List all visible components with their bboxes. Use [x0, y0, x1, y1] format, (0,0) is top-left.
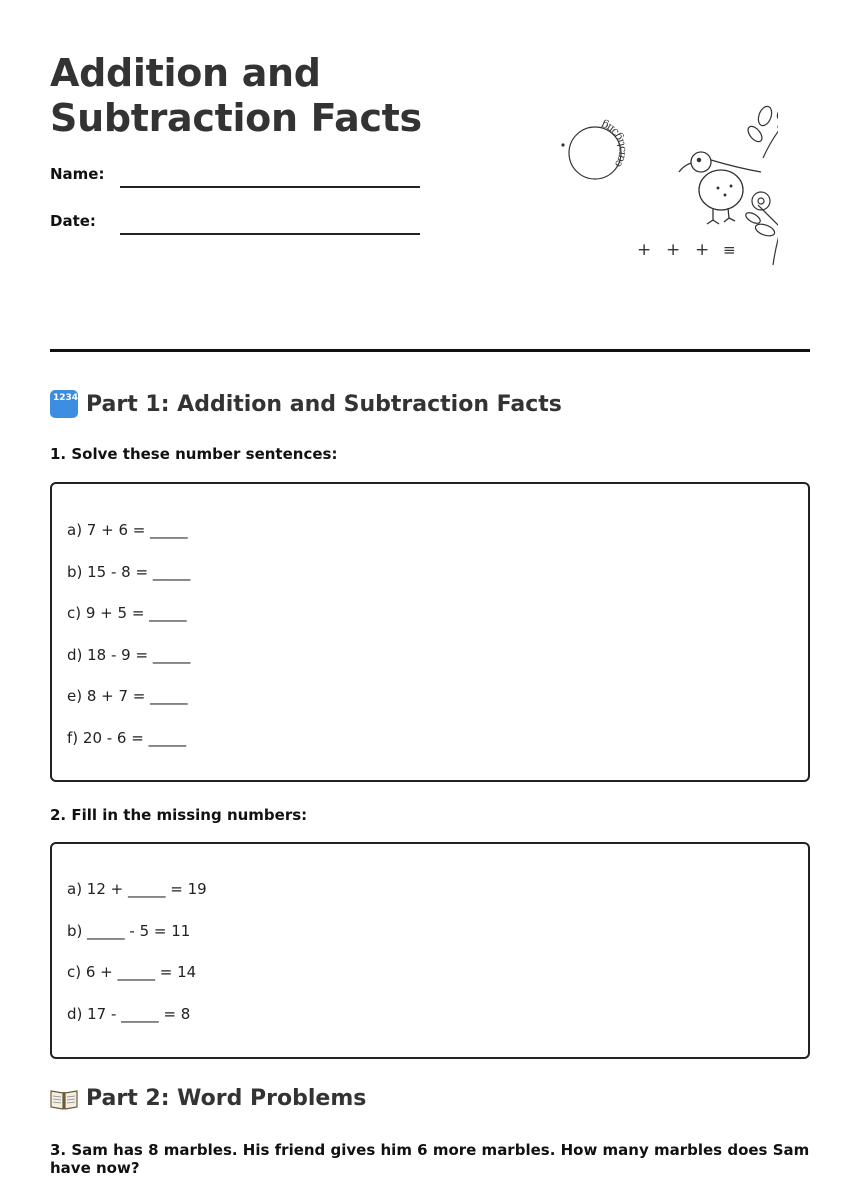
- header-divider: [50, 349, 810, 352]
- worksheet-title: [50, 51, 422, 141]
- question-2-box: [50, 842, 810, 1059]
- list-item[interactable]: c) 6 + _____ = 14: [67, 963, 197, 981]
- question-1-prompt: 1. Solve these number sentences:: [50, 445, 338, 463]
- name-label: Name:: [50, 165, 105, 183]
- leaf-branch-icon: [745, 103, 778, 158]
- list-item[interactable]: d) 18 - 9 = _____: [67, 646, 191, 664]
- question-2-prompt: 2. Fill in the missing numbers:: [50, 806, 308, 824]
- question-3-prompt: 3. Sam has 8 marbles. His friend gives him 6 more marbles. How many marbles does Sam have now?: [50, 1141, 810, 1177]
- list-item[interactable]: c) 9 + 5 = _____: [67, 604, 187, 622]
- name-field-line[interactable]: [120, 186, 420, 188]
- part1-heading: [50, 390, 562, 418]
- plus-symbol-1: +: [637, 240, 652, 260]
- date-label: Date:: [50, 212, 96, 230]
- list-item[interactable]: a) 12 + _____ = 19: [67, 880, 207, 898]
- question-1-box: [50, 482, 810, 782]
- part2-heading: [50, 1086, 366, 1111]
- plus-symbol-2: +: [666, 240, 681, 260]
- list-item[interactable]: b) 15 - 8 = _____: [67, 563, 191, 581]
- list-item[interactable]: d) 17 - _____ = 8: [67, 1005, 191, 1023]
- date-field-line[interactable]: [120, 233, 420, 235]
- list-item[interactable]: e) 8 + 7 = _____: [67, 687, 188, 705]
- equiv-symbol: ≡: [723, 241, 736, 259]
- list-item[interactable]: b) _____ - 5 = 11: [67, 922, 191, 940]
- open-book-icon: [50, 1088, 78, 1110]
- list-item[interactable]: f) 20 - 6 = _____: [67, 729, 187, 747]
- numbers-1234-icon: 1234: [50, 390, 78, 418]
- worksheet-page: [50, 0, 810, 1177]
- circle-script-text: cɑɪɔtɪɡɔɪɪɡ: [599, 117, 629, 170]
- part1-title: Part 1: Addition and Subtraction Facts: [86, 391, 562, 417]
- kiwi-bird-illustration: [553, 100, 778, 270]
- part2-title: Part 2: Word Problems: [86, 1086, 367, 1111]
- title-line-2: Subtraction Facts: [50, 96, 422, 140]
- title-line-1: Addition and: [50, 51, 321, 95]
- plus-symbol-3: +: [695, 240, 710, 260]
- list-item[interactable]: a) 7 + 6 = _____: [67, 521, 188, 539]
- flower-branch-icon: [744, 162, 778, 265]
